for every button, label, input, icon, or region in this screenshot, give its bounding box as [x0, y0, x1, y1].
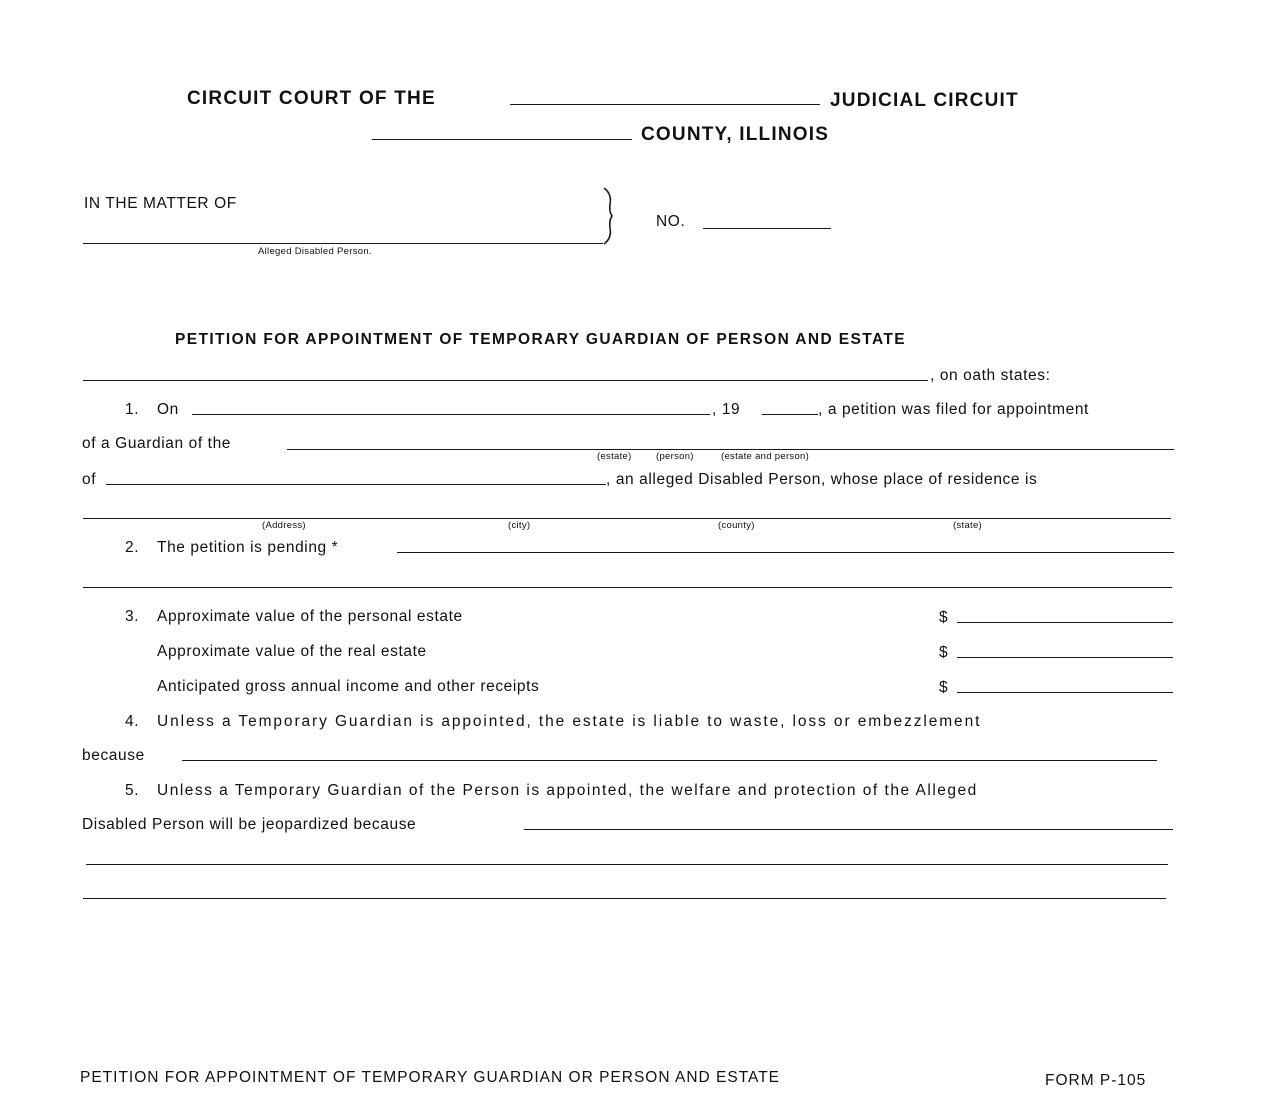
county-name-blank[interactable]	[372, 139, 632, 140]
circuit-number-blank[interactable]	[510, 104, 820, 105]
case-number-blank[interactable]	[703, 228, 831, 229]
footer-title: PETITION FOR APPOINTMENT OF TEMPORARY GUARDIAN OR PERSON AND ESTATE	[80, 1069, 781, 1086]
gross-income-label: Anticipated gross annual income and other receipts	[157, 678, 540, 695]
option-estate-and-person-caption: (estate and person)	[721, 451, 810, 462]
personal-estate-label: Approximate value of the personal estate	[157, 608, 463, 625]
filing-date-blank[interactable]	[192, 414, 710, 415]
county-caption: (county)	[718, 520, 755, 531]
caption-brace-icon	[598, 186, 618, 246]
real-estate-currency: $	[939, 644, 949, 661]
real-estate-label: Approximate value of the real estate	[157, 643, 427, 660]
pending-court-blank-continued[interactable]	[83, 587, 1172, 588]
item-4-text: Unless a Temporary Guardian is appointed, the estate is liable to waste, loss or embezzlement	[157, 713, 982, 730]
option-person-caption: (person)	[656, 451, 694, 462]
item-1-of: of	[82, 471, 97, 488]
city-caption: (city)	[508, 520, 531, 531]
item-5-text: Unless a Temporary Guardian of the Person is appointed, the welfare and protection of the Alleged	[157, 782, 978, 799]
residence-address-blank[interactable]	[83, 518, 1171, 519]
gross-income-currency: $	[939, 679, 949, 696]
jeopardy-reason-blank-3[interactable]	[83, 898, 1166, 899]
petitioner-name-blank[interactable]	[83, 380, 928, 381]
waste-reason-blank[interactable]	[182, 760, 1157, 761]
jeopardy-reason-blank-2[interactable]	[86, 864, 1168, 865]
pending-court-blank[interactable]	[397, 552, 1174, 553]
item-2-text: The petition is pending *	[157, 539, 339, 556]
form-number: FORM P-105	[1045, 1072, 1147, 1089]
guardian-type-blank[interactable]	[287, 449, 1174, 450]
alleged-disabled-person-caption: Alleged Disabled Person.	[258, 246, 372, 257]
disabled-person-name-blank[interactable]	[106, 484, 606, 485]
petition-title: PETITION FOR APPOINTMENT OF TEMPORARY GUARDIAN OF PERSON AND ESTATE	[175, 331, 907, 348]
gross-income-amount-blank[interactable]	[957, 692, 1173, 693]
item-5-number: 5.	[125, 782, 140, 799]
personal-estate-currency: $	[939, 609, 949, 626]
item-5-continuation: Disabled Person will be jeopardized because	[82, 816, 417, 833]
filing-year-blank[interactable]	[762, 414, 818, 415]
item-3-number: 3.	[125, 608, 140, 625]
real-estate-amount-blank[interactable]	[957, 657, 1173, 658]
court-heading-left: CIRCUIT COURT OF THE	[187, 88, 436, 109]
in-the-matter-of-label: IN THE MATTER OF	[84, 195, 237, 212]
county-heading: COUNTY, ILLINOIS	[641, 124, 830, 145]
item-4-because: because	[82, 747, 145, 764]
item-1-on: On	[157, 401, 179, 418]
item-1-filed-text: , a petition was filed for appointment	[818, 401, 1089, 418]
residence-text: , an alleged Disabled Person, whose place of residence is	[606, 471, 1038, 488]
item-1-year-prefix: , 19	[712, 401, 741, 418]
item-4-number: 4.	[125, 713, 140, 730]
oath-states-text: , on oath states:	[930, 367, 1051, 384]
court-heading-right: JUDICIAL CIRCUIT	[830, 90, 1019, 111]
item-1-number: 1.	[125, 401, 140, 418]
guardian-of-the-label: of a Guardian of the	[82, 435, 232, 452]
address-caption: (Address)	[262, 520, 306, 531]
jeopardy-reason-blank[interactable]	[524, 829, 1173, 830]
state-caption: (state)	[953, 520, 983, 531]
case-number-label: NO.	[656, 213, 686, 230]
personal-estate-amount-blank[interactable]	[957, 622, 1173, 623]
item-2-number: 2.	[125, 539, 140, 556]
option-estate-caption: (estate)	[597, 451, 632, 462]
alleged-disabled-person-name-blank[interactable]	[83, 243, 603, 244]
